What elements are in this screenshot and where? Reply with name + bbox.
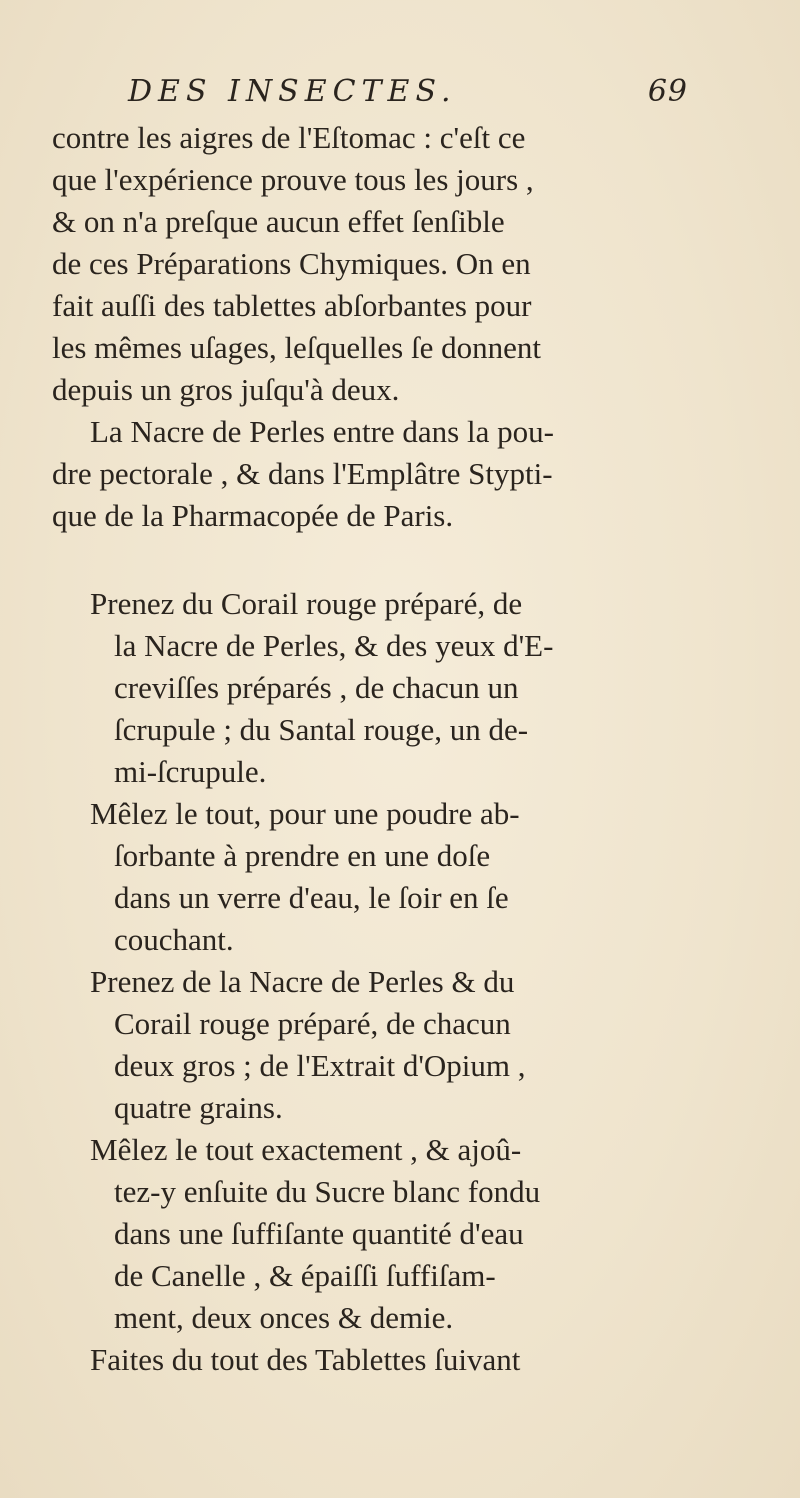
recipe-line: dans un verre d'eau, le ſoir en ſe — [114, 880, 509, 915]
recipe-line: couchant. — [114, 922, 234, 957]
recipe-line: ſcrupule ; du Santal rouge, un de- — [114, 712, 529, 747]
text-line: depuis un gros juſqu'à deux. — [52, 372, 400, 407]
text-line: que de la Pharmacopée de Paris. — [52, 498, 454, 533]
text-line: & on n'a preſque aucun effet ſenſible — [52, 204, 505, 239]
recipe-line: de Canelle , & épaiſſi ſuffiſam- — [114, 1258, 496, 1293]
running-head-title: DES INSECTES. — [128, 74, 457, 109]
recipe-line: Mêlez le tout, pour une poudre ab- — [90, 796, 520, 831]
recipe-line: Corail rouge préparé, de chacun — [114, 1006, 511, 1041]
recipe-line: creviſſes préparés , de chacun un — [114, 670, 519, 705]
recipe-line: Mêlez le tout exactement , & ajoû- — [90, 1132, 522, 1167]
recipe-line: mi-ſcrupule. — [114, 754, 267, 789]
running-head — [128, 74, 688, 109]
recipe-line: Prenez de la Nacre de Perles & du — [90, 964, 515, 999]
recipe-line: tez-y enſuite du Sucre blanc fondu — [114, 1174, 541, 1209]
recipe-line: Prenez du Corail rouge préparé, de — [90, 586, 523, 621]
text-line: les mêmes uſages, leſquelles ſe donnent — [52, 330, 541, 365]
text-line: fait auſſi des tablettes abſorbantes pour — [52, 288, 532, 323]
text-line: de ces Préparations Chymiques. On en — [52, 246, 531, 281]
page-number: 69 — [647, 74, 688, 109]
recipe-line: ment, deux onces & demie. — [114, 1300, 454, 1335]
text-line: La Nacre de Perles entre dans la pou- — [90, 414, 554, 449]
recipe-line: ſorbante à prendre en une doſe — [114, 838, 491, 873]
text-line: contre les aigres de l'Eſtomac : c'eſt ce — [52, 120, 526, 155]
recipe-line: Faites du tout des Tablettes ſuivant — [90, 1342, 521, 1377]
text-line: dre pectorale , & dans l'Emplâtre Stypti- — [52, 456, 553, 491]
recipe-line: deux gros ; de l'Extrait d'Opium , — [114, 1048, 526, 1083]
recipe-line: la Nacre de Perles, & des yeux d'E- — [114, 628, 554, 663]
text-line: que l'expérience prouve tous les jours , — [52, 162, 534, 197]
recipe-line: dans une ſuffiſante quantité d'eau — [114, 1216, 524, 1251]
recipe-line: quatre grains. — [114, 1090, 283, 1125]
